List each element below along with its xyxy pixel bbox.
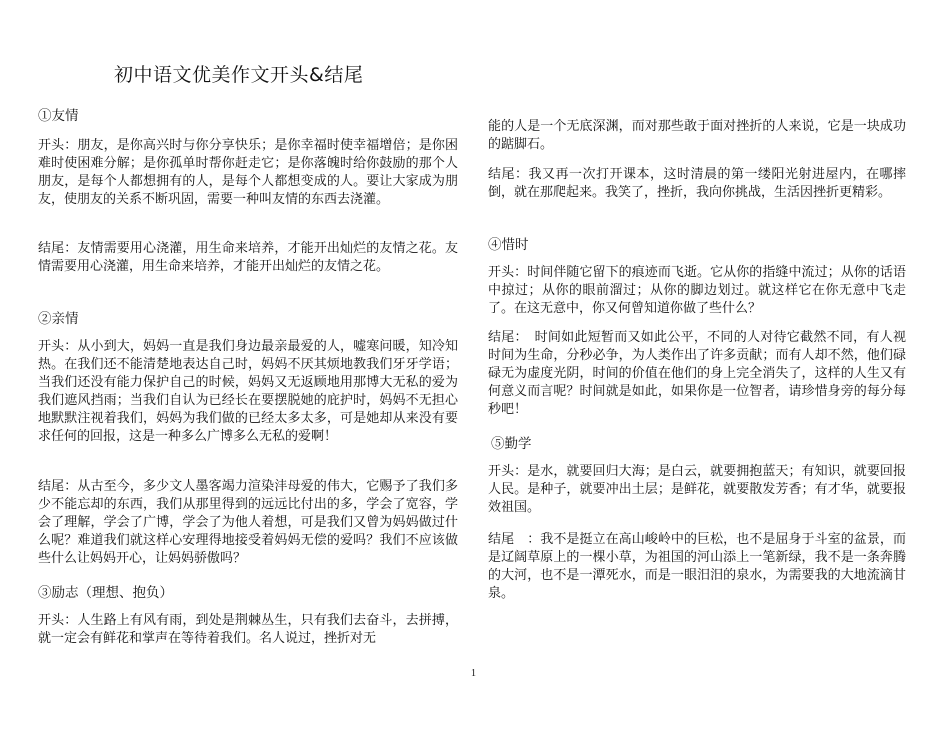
time-ending: 结尾： 时间如此短暂而又如此公平，不同的人对待它截然不同，有人视时间为生命，分秒必争，为人类作出了许多贡献；而有人却不然，他们碌碌无为虚度光阴，时间的价值在他们的身上完全消失了，这样的人生又有何意义而言呢？时间就是如此，如果你是一位智者，请珍惜身旁的每分每秒吧！ <box>488 330 906 417</box>
page-number: 1 <box>471 668 476 679</box>
aspiration-opening-part2: 能的人是一个无底深渊，而对那些敢于面对挫折的人来说，它是一块成功的踮脚石。 <box>488 119 906 152</box>
aspiration-ending: 结尾：我又再一次打开课本，这时清晨的第一缕阳光射进屋内，在哪摔倒，就在那爬起来。我笑了，挫折，我向你挑战，生活因挫折更精彩。 <box>488 167 906 200</box>
study-ending: 结尾 ：我不是挺立在高山峻岭中的巨松，也不是屈身于斗室的盆景，而是辽阔草原上的一棵小草，为祖国的河山添上一笔新绿，我不是一条奔腾的大河，也不是一潭死水，而是一眼汨汨的泉水，为需要我的大地流滴甘泉。 <box>488 532 906 601</box>
section-heading-family: ②亲情 <box>38 311 79 327</box>
section-heading-study: ⑤勤学 <box>491 436 532 452</box>
aspiration-opening-part1: 开头：人生路上有风有雨，到处是荆棘丛生，只有我们去奋斗，去拼搏，就一定会有鲜花和掌声在等待着我们。名人说过，挫折对无 <box>38 613 458 646</box>
family-opening: 开头：从小到大，妈妈一直是我们身边最亲最爱的人，嘘寒问暖，知冷知热。在我们还不能清楚地表达自己时，妈妈不厌其烦地教我们牙牙学语；当我们还没有能力保护自己的时候，妈妈又无返顾地用那博大无私的爱为我们遮风挡雨；当我们自认为已经长在要摆脱她的庇护时，妈妈不无担心地默默注视着我们，妈妈为我们做的已经太多太多，可是她却从来没有要求任何的回报，这是一种多么广博多么无私的爱啊！ <box>38 339 458 444</box>
friendship-ending: 结尾：友情需要用心浇灌，用生命来培养，才能开出灿烂的友情之花。友情需要用心浇灌，用生命来培养，才能开出灿烂的友情之花。 <box>38 241 458 274</box>
study-opening: 开头：是水，就要回归大海；是白云，就要拥抱蓝天；有知识，就要回报人民。是种子，就要冲出土层；是鲜花，就要散发芳香；有才华，就要报效祖国。 <box>488 464 906 515</box>
time-opening: 开头：时间伴随它留下的痕迹而飞逝。它从你的指缝中流过；从你的话语中掠过；从你的眼前溜过；从你的脚边划过。就这样它在你无意中飞走了。在这无意中，你又何曾知道你做了些什么？ <box>488 265 906 316</box>
section-heading-time: ④惜时 <box>488 237 529 253</box>
friendship-opening: 开头：朋友，是你高兴时与你分享快乐；是你幸福时使幸福增倍；是你困难时使困难分解；是你孤单时帮你赶走它；是你落魄时给你鼓励的那个人 朋友，是每个人都想拥有的人，是每个人都想变成的人。要让大家成为朋友，使朋友的关系不断巩固，需要一种叫友情的东西去浇灌。 <box>38 138 472 207</box>
family-ending: 结尾：从古至今，多少文人墨客竭力渲染沣母爱的伟大，它赐予了我们多少不能忘却的东西，我们从那里得到的远远比付出的多，学会了宽容，学会了理解，学会了广博，学会了为他人着想，可是我们又曾为妈妈做过什么呢？难道我们就这样心安理得地接受着妈妈无偿的爱吗？我们不应该做些什么让妈妈开心，让妈妈骄傲吗？ <box>38 479 458 566</box>
section-heading-friendship: ①友情 <box>38 108 79 124</box>
page-title: 初中语文优美作文开头&结尾 <box>114 64 364 86</box>
section-heading-aspiration: ③励志（理想、抱负） <box>38 585 173 601</box>
